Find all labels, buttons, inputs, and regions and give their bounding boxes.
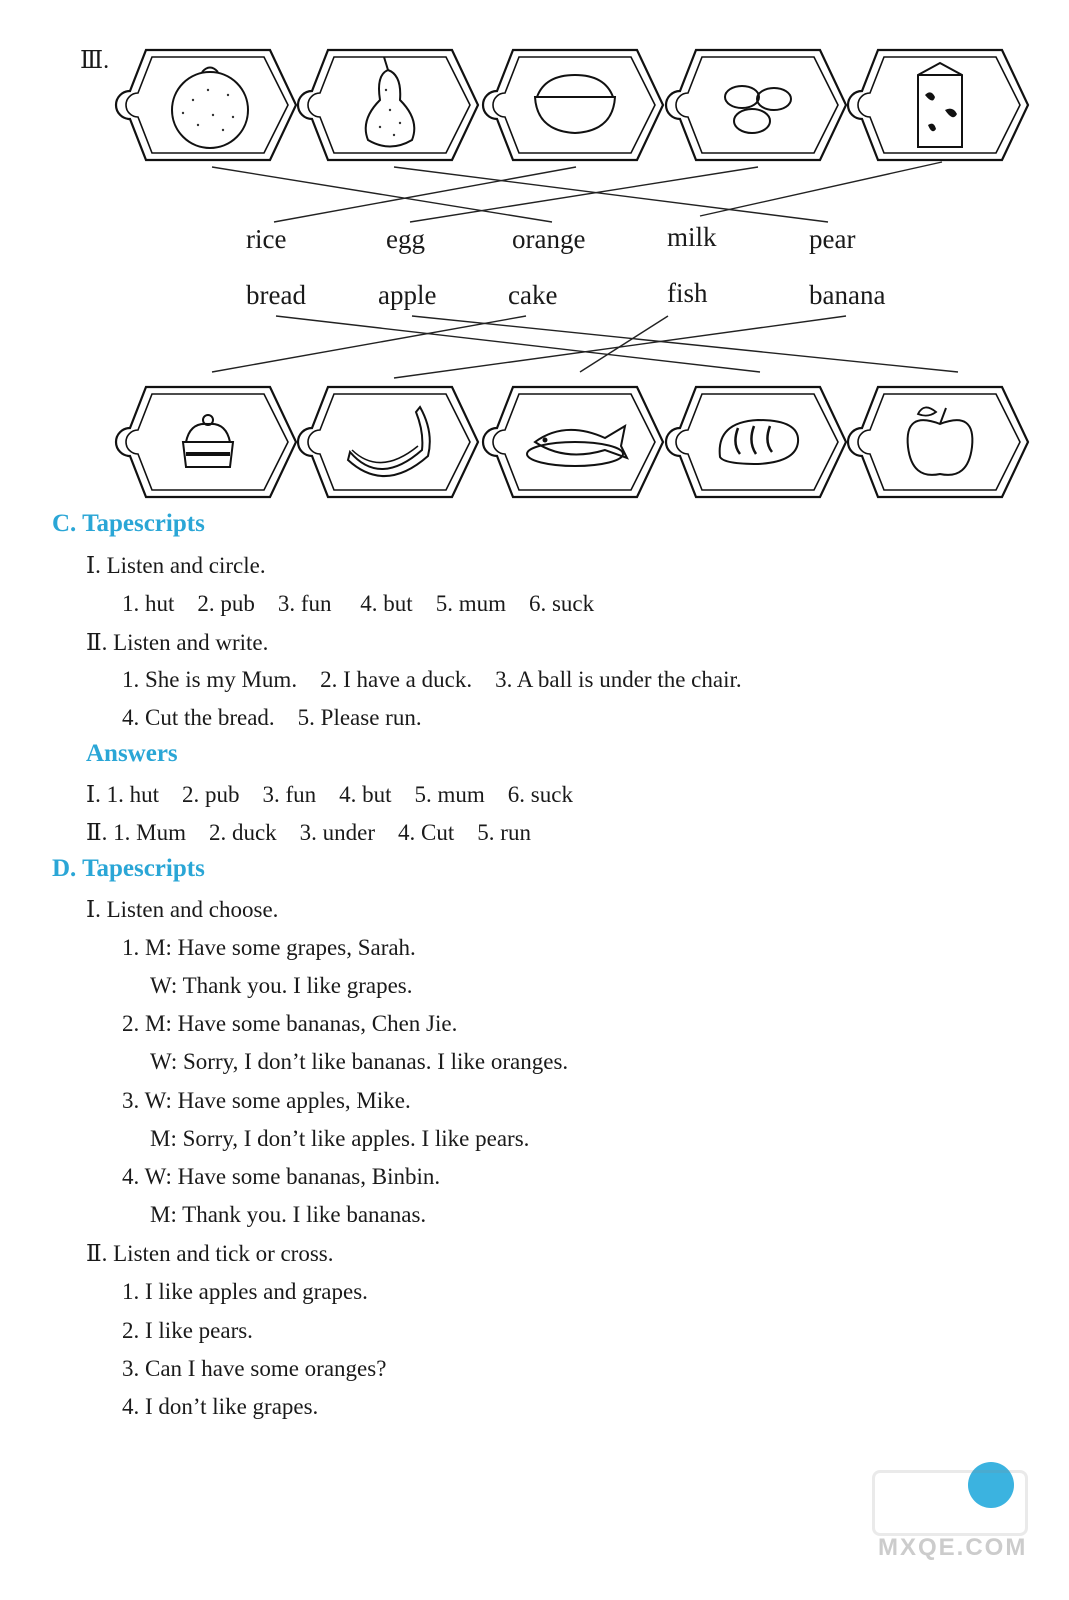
d-ii-item: 1. I like apples and grapes.	[122, 1279, 368, 1304]
word-apple: apple	[378, 280, 437, 310]
orange-icon	[116, 50, 296, 160]
answers-title: Answers	[86, 740, 178, 767]
milk-carton-icon	[848, 50, 1028, 160]
c-ii-line1: 1. She is my Mum. 2. I have a duck. 3. A ball is under the chair.	[122, 667, 742, 692]
banana-icon	[298, 387, 478, 497]
rice-bowl-icon	[483, 50, 663, 160]
c-ii-line2: 4. Cut the bread. 5. Please run.	[122, 705, 422, 730]
c-i-items: 1. hut 2. pub 3. fun 4. but 5. mum 6. suck	[122, 591, 595, 616]
d-ii-heading: Ⅱ. Listen and tick or cross.	[86, 1241, 334, 1266]
word-egg: egg	[386, 224, 425, 254]
word-pear: pear	[809, 224, 856, 254]
d-ii-item: 2. I like pears.	[122, 1318, 253, 1343]
matching-lines-bottom	[212, 316, 958, 378]
word-milk: milk	[667, 222, 717, 252]
c-i-heading: Ⅰ. Listen and circle.	[86, 553, 266, 578]
watermark-text: MXQE.COM	[878, 1534, 1028, 1561]
part3-label: Ⅲ.	[80, 48, 110, 74]
word-fish: fish	[667, 278, 708, 308]
dialogue-line: M: Thank you. I like bananas.	[150, 1202, 427, 1227]
answers-i: Ⅰ. 1. hut 2. pub 3. fun 4. but 5. mum 6. suck	[86, 782, 573, 807]
d-ii-item: 4. I don’t like grapes.	[122, 1394, 319, 1419]
dialogue-line: 4. W: Have some bananas, Binbin.	[122, 1164, 441, 1189]
c-ii-heading: Ⅱ. Listen and write.	[86, 630, 269, 655]
dialogue-line: M: Sorry, I don’t like apples. I like pears.	[150, 1126, 530, 1151]
watermark-logo	[872, 1470, 1028, 1536]
dialogue-line: 3. W: Have some apples, Mike.	[122, 1088, 411, 1113]
fish-icon	[483, 387, 663, 497]
dialogue-line: W: Sorry, I don’t like bananas. I like oranges.	[150, 1049, 569, 1074]
cake-icon	[116, 387, 296, 497]
d-ii-item: 3. Can I have some oranges?	[122, 1356, 387, 1381]
dialogue-line: W: Thank you. I like grapes.	[150, 973, 413, 998]
word-cake: cake	[508, 280, 558, 310]
word-bread: bread	[246, 280, 306, 310]
eggs-icon	[666, 50, 846, 160]
dialogue-line: 1. M: Have some grapes, Sarah.	[122, 935, 416, 960]
section-d-title: D. Tapescripts	[52, 855, 205, 882]
matching-figure	[0, 0, 1069, 520]
word-rice: rice	[246, 224, 287, 254]
word-orange: orange	[512, 224, 586, 254]
pear-icon	[298, 50, 478, 160]
matching-lines-top	[212, 162, 942, 222]
answers-ii: Ⅱ. 1. Mum 2. duck 3. under 4. Cut 5. run	[86, 820, 531, 845]
section-c-title: C. Tapescripts	[52, 510, 205, 537]
dialogue-line: 2. M: Have some bananas, Chen Jie.	[122, 1011, 458, 1036]
word-banana: banana	[809, 280, 886, 310]
apple-icon	[848, 387, 1028, 497]
bread-icon	[666, 387, 846, 497]
d-i-heading: Ⅰ. Listen and choose.	[86, 897, 279, 922]
